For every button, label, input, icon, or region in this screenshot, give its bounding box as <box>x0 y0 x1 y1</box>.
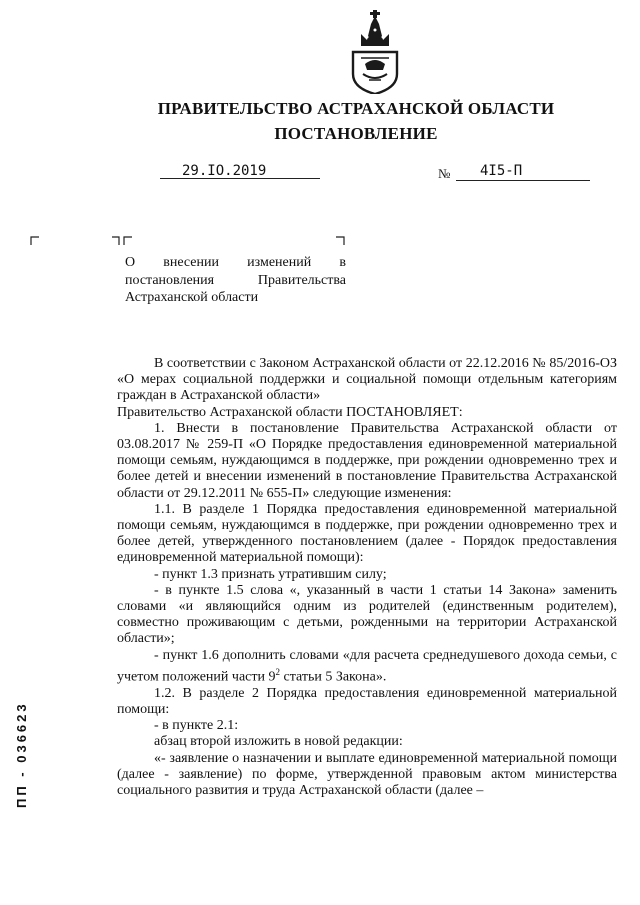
number-underline <box>456 180 590 181</box>
paragraph-application: «- заявление о назначении и выплате единовременной материальной помощи (далее - заявление) по форме, утвержденной правовым актом министерства социального развития и труда Астраханской области (далее – <box>117 750 617 798</box>
subject-block: О внесении изменений в постановления Правительства Астраханской области <box>125 255 346 305</box>
superscript: 2 <box>275 666 280 677</box>
paragraph-item-1: 1. Внести в постановление Правительства Астраханской области от 03.08.2017 № 259-П «О Порядке предоставления единовременной материальной помощи семьям, нуждающимся в поддержке, при рождении одновременно трех и более детей и внесении изменений в постановление Правительства Астраханской области от 29.12.2011 № 655-П» следующие изменения: <box>117 420 617 501</box>
number-sign: № <box>438 166 451 181</box>
date-underline <box>160 178 320 179</box>
paragraph-point-1-3: - пункт 1.3 признать утратившим силу; <box>154 566 387 582</box>
subject-open-bracket <box>111 236 133 246</box>
subject-close-bracket <box>335 236 345 246</box>
point-1-6-tail: статьи 5 Закона». <box>279 669 387 685</box>
paragraph-item-1-2: 1.2. В разделе 2 Порядка предоставления единовременной материальной помощи: <box>117 685 617 717</box>
document-date: 29.IO.2019 <box>182 163 267 179</box>
paragraph-point-1-5: - в пункте 1.5 слова «, указанный в части 1 статьи 14 Закона» заменить словами «и являющийся одним из родителей (единственным родителем), совместно проживающим с детьми, рожденными на территории Астраханской области»; <box>117 582 617 647</box>
government-title: ПРАВИТЕЛЬСТВО АСТРАХАНСКОЙ ОБЛАСТИ <box>157 99 555 118</box>
coat-of-arms-icon <box>347 10 403 94</box>
paragraph-item-1-1: 1.1. В разделе 1 Порядка предоставления единовременной материальной помощи семьям, нуждающимся в поддержке, при рождении одновременно трех и более детей, утвержденного постановлением (далее - Порядок предоставления единовременной материальной помощи): <box>117 501 617 566</box>
document-body <box>117 356 617 799</box>
paragraph-point-2-1: - в пункте 2.1: <box>154 718 239 734</box>
paragraph-point-1-6 <box>117 648 617 686</box>
paragraph-second-abzac: абзац второй изложить в новой редакции: <box>154 734 403 750</box>
point-1-6-text: - пункт 1.6 дополнить словами «для расчета среднедушевого дохода семьи, с учетом положений части 9 <box>117 647 617 685</box>
left-bracket-marks <box>30 236 40 246</box>
document-type: ПОСТАНОВЛЕНИЕ <box>274 124 438 143</box>
serial-number: ПП - 036623 <box>14 701 29 808</box>
paragraph-resolves: Правительство Астраханской области ПОСТАНОВЛЯЕТ: <box>117 404 463 420</box>
paragraph-basis: В соответствии с Законом Астраханской области от 22.12.2016 № 85/2016-ОЗ «О мерах социальной поддержки и социальной помощи отдельным категориям граждан в Астраханской области» <box>117 356 617 404</box>
document-number: 4I5-П <box>480 163 523 179</box>
